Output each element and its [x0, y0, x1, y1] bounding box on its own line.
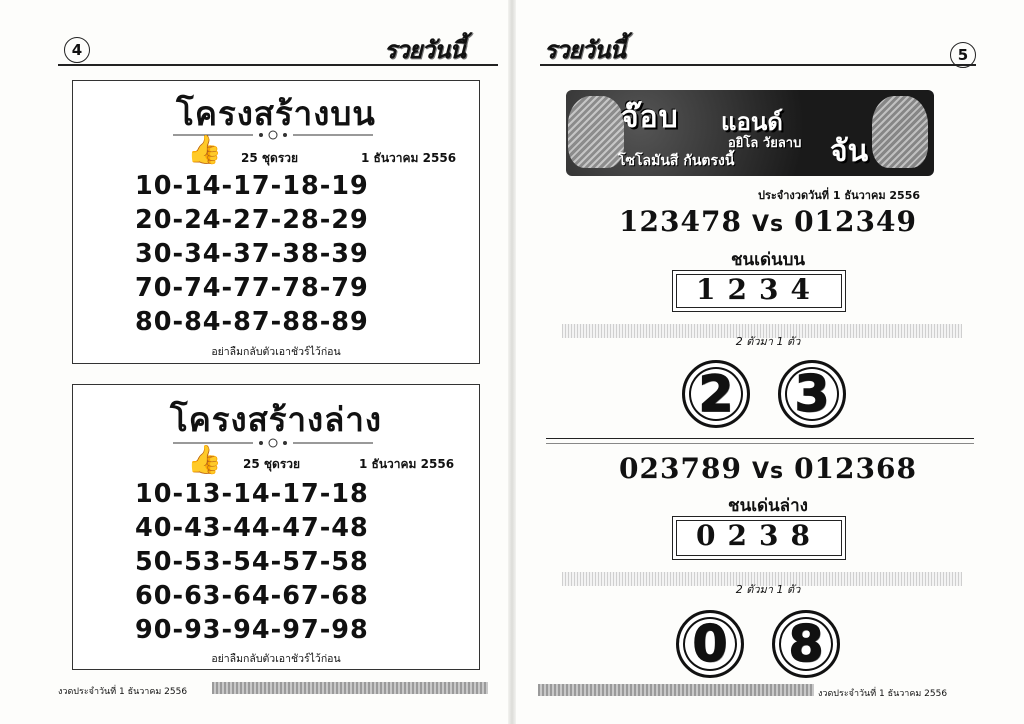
set-count: 25 ชุดรวย	[241, 151, 299, 165]
digits-box	[672, 516, 846, 560]
box-title: โครงสร้างบน	[176, 94, 376, 133]
digits-value: 0238	[676, 520, 842, 556]
number-row: 20-24-27-28-29	[135, 205, 369, 235]
lucky-number-ball: 2	[682, 360, 750, 428]
thumbs-up-icon: 👍	[187, 133, 222, 166]
banner-text: จ๊อบ	[621, 100, 679, 135]
vs-left-number: 023789	[619, 452, 742, 485]
number-row: 30-34-37-38-39	[135, 239, 369, 269]
cartoon-figure-right	[872, 96, 928, 168]
section-label: ชนเด่นบน	[730, 250, 806, 270]
lower-structure-box	[72, 384, 480, 670]
page-footer: งวดประจำวันที่ 1 ธันวาคม 2556	[818, 689, 948, 699]
banner-text: แอนด์	[721, 108, 783, 136]
brand-logo: รวยวันนี้	[384, 35, 465, 64]
number-row: 40-43-44-47-48	[135, 513, 369, 543]
footer-bar	[212, 682, 488, 694]
right-page	[512, 0, 1024, 724]
two-digit-label: 2 ตัวมา 1 ตัว	[735, 335, 801, 348]
header-rule	[58, 64, 498, 66]
box-date: 1 ธันวาคม 2556	[359, 457, 455, 471]
page-footer: งวดประจำวันที่ 1 ธันวาคม 2556	[58, 687, 188, 697]
box-note: อย่าลืมกลับตัวเอาชัวร์ไว้ก่อน	[211, 346, 341, 358]
banner-text: อยิโล วัยลาบ	[728, 136, 802, 151]
page-number: 5	[950, 42, 976, 68]
page-number: 4	[64, 37, 90, 63]
vs-right-number: 012349	[794, 205, 917, 238]
box-title: โครงสร้างล่าง	[169, 400, 382, 439]
lucky-number-ball: 8	[772, 610, 840, 678]
header-rule	[540, 64, 976, 66]
header-banner	[566, 90, 934, 176]
footer-bar	[538, 684, 814, 696]
vs-left-number: 123478	[619, 205, 742, 238]
lucky-number-ball: 3	[778, 360, 846, 428]
draw-date: ประจำงวดวันที่ 1 ธันวาคม 2556	[758, 189, 921, 202]
section-label: ชนเด่นล่าง	[728, 496, 808, 516]
cartoon-figure-left	[568, 96, 624, 168]
two-digit-label: 2 ตัวมา 1 ตัว	[735, 583, 801, 596]
number-row: 50-53-54-57-58	[135, 547, 369, 577]
upper-comparison	[512, 205, 1024, 238]
lucky-number-ball: 0	[676, 610, 744, 678]
box-date: 1 ธันวาคม 2556	[361, 151, 457, 165]
section-divider	[546, 438, 974, 444]
number-row: 80-84-87-88-89	[135, 307, 369, 337]
box-note: อย่าลืมกลับตัวเอาชัวร์ไว้ก่อน	[211, 653, 341, 665]
number-row: 60-63-64-67-68	[135, 581, 369, 611]
vs-label: Vs	[751, 459, 785, 484]
number-row: 10-14-17-18-19	[135, 171, 369, 201]
vs-label: Vs	[751, 212, 785, 237]
banner-text: จัน	[830, 134, 869, 169]
digits-box	[672, 270, 846, 312]
thumbs-up-icon: 👍	[187, 443, 222, 476]
brand-logo: รวยวันนี้	[544, 35, 625, 64]
number-row: 70-74-77-78-79	[135, 273, 369, 303]
set-count: 25 ชุดรวย	[243, 457, 301, 471]
vs-right-number: 012368	[794, 452, 917, 485]
digits-value: 1234	[676, 274, 842, 308]
number-row: 90-93-94-97-98	[135, 615, 369, 645]
lower-comparison	[512, 452, 1024, 485]
number-row: 10-13-14-17-18	[135, 479, 369, 509]
upper-structure-box	[72, 80, 480, 364]
banner-text: โซโลมันสี กันตรงนี้	[618, 153, 735, 169]
